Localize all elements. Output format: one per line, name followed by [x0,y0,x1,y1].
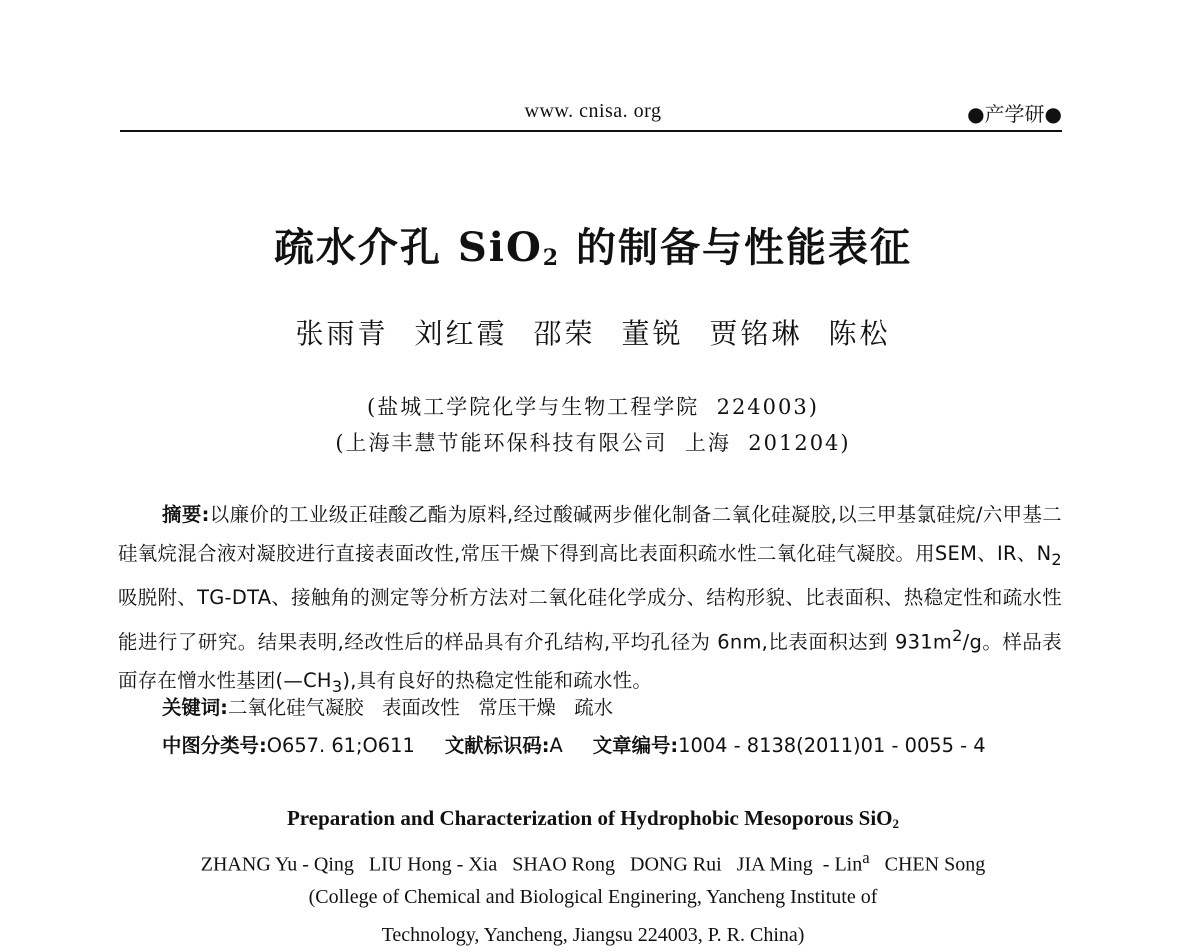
header-url: www. cnisa. org [524,100,662,122]
author-name: 张雨青 [295,317,389,350]
abstract-text: 吸脱附、TG-DTA、接触角的测定等分析方法对二氧化硅化学成分、结构形貌、比表面积、热稳定性和疏水性能进行了研究。结果表明,经改性后的样品具有介孔结构,平均孔径为 6nm,比表面积达到 931m [118,585,1062,654]
author-name: 贾铭琳 [709,317,803,350]
clc-label: 中图分类号: [162,734,267,757]
english-affiliation-line-1: (College of Chemical and Biological Enginering, Yancheng Institute of [308,886,878,908]
affiliation-2: (上海丰慧节能环保科技有限公司 上海 201204) [335,431,851,455]
english-title-text: Preparation and Characterization of Hydrophobic Mesoporous SiO [286,806,893,830]
author-name: 刘红霞 [414,317,508,350]
classification-line [162,730,986,758]
abstract [118,496,1062,707]
abstract-subscript: 3 [331,677,343,697]
paper-title-subscript: 2 [542,245,561,271]
author-name: 邵荣 [533,317,596,350]
english-authors [0,848,1186,877]
english-title [0,806,1186,832]
english-authors-mark: a [862,848,870,867]
paper-title-main: 疏水介孔 SiO [273,224,543,271]
affiliation-1: (盐城工学院化学与生物工程学院 224003) [367,395,819,419]
paper-title [0,216,1186,273]
abstract-subscript: 2 [1051,549,1062,569]
paper-title-rest: 的制备与性能表征 [560,224,913,271]
header-section-label: ●产学研● [967,102,1062,126]
abstract-superscript: 2 [952,626,963,646]
header-divider [120,130,1062,132]
article-number-label: 文章编号: [592,734,679,757]
abstract-text: 以廉价的工业级正硅酸乙酯为原料,经过酸碱两步催化制备二氧化硅凝胶,以三甲基氯硅烷/六甲基二硅氧烷混合液对凝胶进行直接表面改性,常压干燥下得到高比表面积疏水性二氧化硅气凝胶。用SEM、IR、N [118,503,1063,565]
doc-code-label: 文献标识码: [444,734,550,757]
abstract-label: 摘要: [162,503,210,526]
author-name: 陈松 [828,317,891,350]
keywords-text: 二氧化硅气凝胶 表面改性 常压干燥 疏水 [227,696,614,719]
doc-code-value: A [549,734,563,757]
english-authors-last: CHEN Song [869,853,986,876]
english-authors-text: ZHANG Yu - Qing LIU Hong - Xia SHAO Rong DONG Rui JIA Ming - Lin [200,853,863,876]
english-title-subscript: 2 [892,816,899,831]
keywords-line [162,692,613,720]
author-name: 董锐 [621,317,684,350]
abstract-text: ),具有良好的热稳定性能和疏水性。 [342,669,653,693]
clc-value: O657. 61;O611 [266,734,415,757]
keywords-label: 关键词: [162,696,228,719]
abstract-text: /g。样品表面存在憎水性基团(—CH [118,630,1062,693]
article-number-value: 1004 - 8138(2011)01 - 0055 - 4 [678,734,986,757]
english-affiliation-line-2: Technology, Yancheng, Jiangsu 224003, P. R. China) [381,924,805,946]
author-list [0,312,1186,352]
